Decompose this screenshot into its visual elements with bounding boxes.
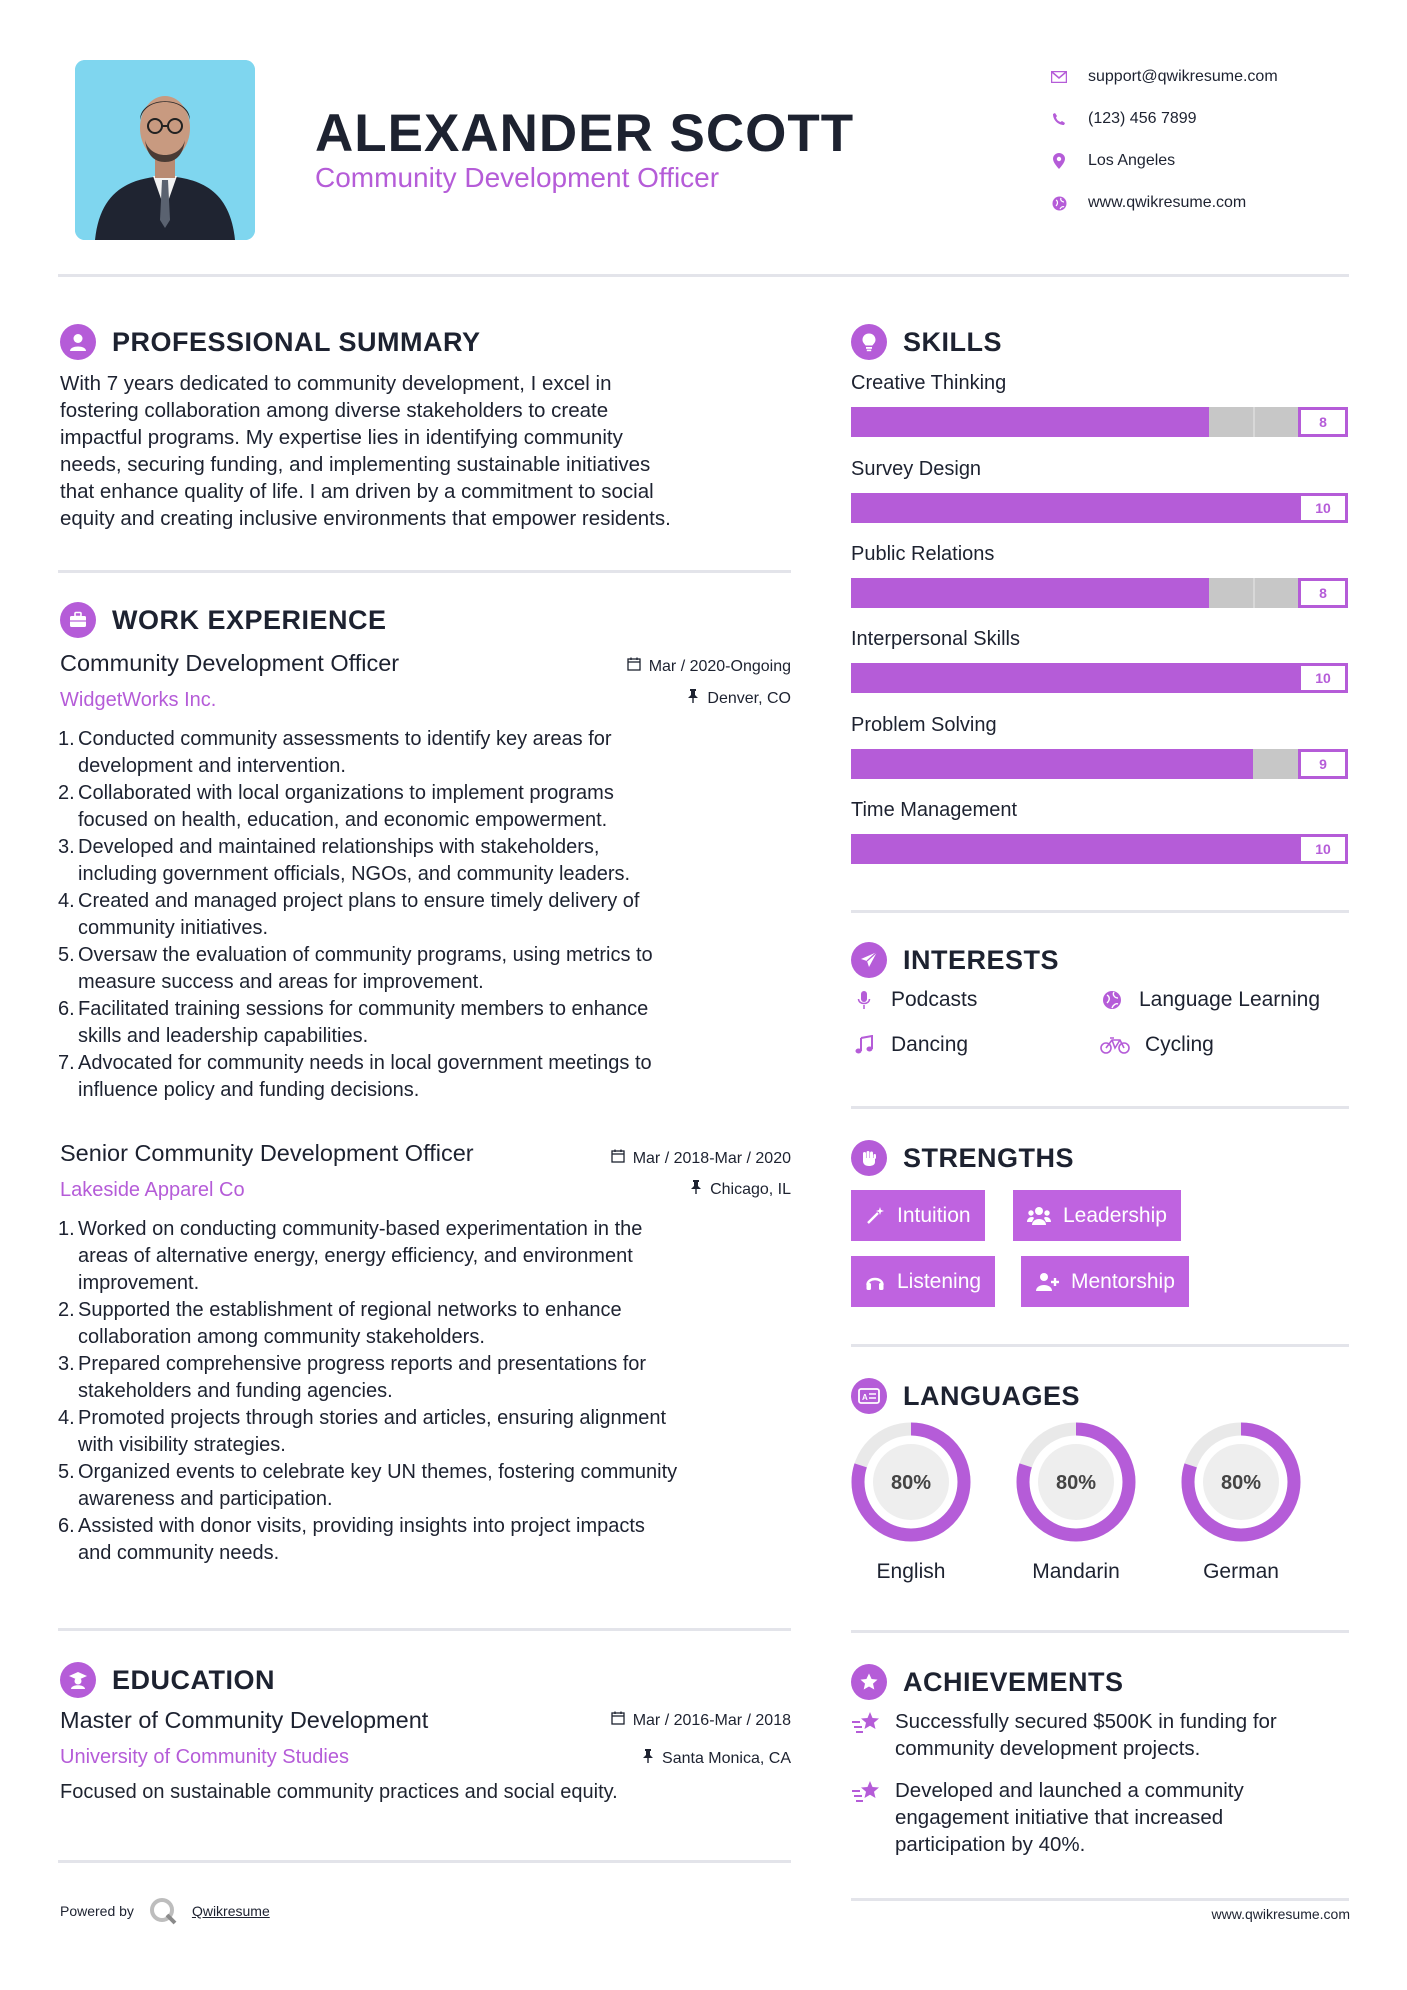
achievement-item (851, 1777, 1351, 1858)
interests-title: INTERESTS (903, 944, 1060, 975)
education-dates-text: Mar / 2016-Mar / 2018 (632, 1711, 791, 1729)
list-item: 4. Promoted projects through stories and articles, ensuring alignment with visibility strategies. (58, 1407, 667, 1456)
skill-item (851, 799, 1348, 869)
users-icon (1027, 1206, 1051, 1226)
education-location-text: Santa Monica, CA (662, 1749, 791, 1767)
globe-icon (1099, 990, 1125, 1010)
skills-heading (851, 324, 1002, 360)
education-heading (60, 1662, 275, 1698)
interest-label: Podcasts (891, 988, 978, 1011)
briefcase-icon (60, 602, 96, 638)
shooting-star-icon (851, 1777, 883, 1858)
strength-tag (1021, 1256, 1189, 1307)
job-title: Senior Community Development Officer (60, 1140, 474, 1166)
paper-plane-icon (851, 942, 887, 978)
skill-score: 10 (1298, 834, 1348, 864)
skill-bar-fill (851, 407, 1209, 437)
section-divider (58, 1860, 791, 1863)
profile-photo (75, 60, 255, 240)
contact-website-text: www.qwikresume.com (1088, 194, 1247, 211)
contact-email-text: support@qwikresume.com (1088, 68, 1278, 85)
interest-item (851, 988, 977, 1012)
contact-list (1050, 56, 1370, 224)
job-title: Community Development Officer (60, 650, 400, 676)
job-dates-text: Mar / 2018-Mar / 2020 (632, 1149, 791, 1167)
education-entry (60, 1707, 791, 1806)
skill-bar (851, 749, 1348, 779)
list-item: 1. Worked on conducting community-based experimentation in the areas of alternative energy, energy efficiency, and environment improvement. (58, 1218, 643, 1294)
strength-tag (851, 1256, 995, 1307)
skill-bar (851, 834, 1348, 864)
contact-location-text: Los Angeles (1088, 152, 1176, 169)
language-card-icon (851, 1378, 887, 1414)
skill-item (851, 372, 1348, 442)
job-responsibilities (60, 726, 791, 1104)
skill-bar-fill (851, 834, 1348, 864)
experience-heading (60, 602, 387, 638)
education-description: Focused on sustainable community practices and social equity. (60, 1781, 618, 1803)
interest-label: Dancing (891, 1033, 969, 1056)
language-name: German (1203, 1560, 1279, 1583)
skill-score: 8 (1298, 407, 1348, 437)
skills-title: SKILLS (903, 326, 1003, 357)
list-item: 7. Advocated for community needs in local government meetings to influence policy and funding decisions. (58, 1052, 652, 1101)
section-divider (851, 1630, 1349, 1633)
user-plus-icon (1035, 1272, 1059, 1292)
skill-bar-fill (851, 663, 1348, 693)
skill-name: Time Management (851, 799, 1017, 821)
summary-title: PROFESSIONAL SUMMARY (112, 326, 481, 357)
music-note-icon (851, 1035, 877, 1055)
skill-bar-fill (851, 493, 1348, 523)
pushpin-icon (687, 689, 699, 708)
skill-name: Problem Solving (851, 714, 997, 736)
section-divider (58, 570, 791, 573)
language-name: English (876, 1560, 946, 1583)
candidate-title: Community Development Officer (315, 162, 720, 193)
section-divider (851, 910, 1349, 913)
bicycle-icon (1099, 1036, 1131, 1054)
interest-label: Language Learning (1139, 988, 1321, 1011)
qwikresume-link[interactable]: Qwikresume (191, 1903, 270, 1919)
strength-tag (851, 1190, 985, 1241)
summary-line: needs, securing funding, and implementing sustainable initiatives (60, 453, 651, 476)
education-title: EDUCATION (112, 1664, 275, 1695)
list-item: 1. Conducted community assessments to identify key areas for development and intervention. (58, 728, 612, 777)
list-item: 2. Supported the establishment of regional networks to enhance collaboration among community stakeholders. (58, 1299, 622, 1348)
summary-line: that enhance quality of life. I am driven by a commitment to social (60, 480, 654, 503)
skill-segment (1253, 578, 1255, 608)
achievement-text: Developed and launched a community engagement initiative that increased participation by 40%. (895, 1779, 1244, 1856)
strengths-heading (851, 1140, 1074, 1176)
interest-label: Cycling (1145, 1033, 1214, 1056)
achievement-item (851, 1708, 1351, 1762)
person-portrait-icon (75, 60, 255, 240)
language-percent: 80% (890, 1472, 932, 1494)
magic-wand-icon (865, 1206, 885, 1226)
education-location (642, 1749, 791, 1768)
svg-text:A: A (862, 1393, 868, 1402)
interest-item (1099, 1033, 1214, 1057)
job-dates (627, 657, 791, 676)
phone-icon (1050, 110, 1068, 128)
contact-phone[interactable] (1050, 98, 1370, 140)
language-percent: 80% (1055, 1472, 1097, 1494)
list-item: 3. Prepared comprehensive progress reports and presentations for stakeholders and funding agencies. (58, 1353, 647, 1402)
headphones-icon (865, 1272, 885, 1292)
job-company: Lakeside Apparel Co (60, 1179, 245, 1201)
language-name: Mandarin (1032, 1560, 1120, 1583)
skill-score: 10 (1298, 493, 1348, 523)
skill-name: Creative Thinking (851, 372, 1007, 394)
job-entry (60, 650, 791, 1104)
language-donut (1179, 1420, 1303, 1544)
strengths-title: STRENGTHS (903, 1142, 1075, 1173)
list-item: 5. Organized events to celebrate key UN themes, fostering community awareness and participation. (58, 1461, 678, 1510)
list-item: 3. Developed and maintained relationships with stakeholders, including government officials, NGOs, and community leaders. (58, 836, 631, 885)
section-divider (58, 1628, 791, 1631)
user-icon (60, 324, 96, 360)
skill-name: Survey Design (851, 458, 982, 480)
summary-text (60, 370, 800, 532)
skill-bar (851, 663, 1348, 693)
list-item: 6. Facilitated training sessions for community members to enhance skills and leadership capabilities. (58, 998, 649, 1047)
skill-score: 9 (1298, 749, 1348, 779)
skill-item (851, 714, 1348, 784)
job-location-text: Denver, CO (707, 689, 791, 707)
summary-line: equity and creating inclusive environments that empower residents. (60, 507, 671, 530)
strength-tag (1013, 1190, 1181, 1241)
candidate-name: ALEXANDER SCOTT (315, 104, 855, 163)
language-item (1171, 1420, 1311, 1584)
list-item: 4. Created and managed project plans to ensure timely delivery of community initiatives. (58, 890, 640, 939)
language-item (1006, 1420, 1146, 1584)
languages-title: LANGUAGES (903, 1380, 1081, 1411)
footer-website[interactable]: www.qwikresume.com (1211, 1906, 1350, 1922)
language-donut (1014, 1420, 1138, 1544)
list-item: 2. Collaborated with local organizations to implement programs focused on health, education, and economic empowerment. (58, 782, 614, 831)
achievements-heading (851, 1664, 1124, 1700)
globe-icon (1050, 194, 1068, 212)
job-responsibilities (60, 1216, 791, 1567)
skill-item (851, 628, 1348, 698)
mail-icon (1050, 68, 1068, 86)
interest-item (1099, 988, 1320, 1012)
skill-score: 10 (1298, 663, 1348, 693)
section-divider (851, 1344, 1349, 1347)
achievements-title: ACHIEVEMENTS (903, 1666, 1124, 1697)
language-item (841, 1420, 981, 1584)
skill-bar (851, 493, 1348, 523)
job-location (687, 689, 791, 708)
section-divider (851, 1106, 1349, 1109)
job-entry (60, 1140, 791, 1567)
language-donut (849, 1420, 973, 1544)
skill-bar (851, 407, 1348, 437)
skill-name: Public Relations (851, 543, 995, 565)
skill-name: Interpersonal Skills (851, 628, 1020, 650)
star-icon (851, 1664, 887, 1700)
interests-heading (851, 942, 1059, 978)
skill-segment (1253, 407, 1255, 437)
microphone-icon (851, 990, 877, 1010)
language-percent: 80% (1220, 1472, 1262, 1494)
skill-bar-fill (851, 578, 1209, 608)
contact-phone-text: (123) 456 7899 (1088, 110, 1197, 127)
school-name: University of Community Studies (60, 1746, 349, 1768)
shooting-star-icon (851, 1708, 883, 1762)
strength-label: Intuition (897, 1203, 971, 1227)
lightbulb-icon (851, 324, 887, 360)
section-divider (851, 1898, 1349, 1901)
strength-label: Leadership (1063, 1203, 1167, 1227)
skill-bar-fill (851, 749, 1253, 779)
powered-by-label: Powered by (60, 1903, 134, 1919)
strength-label: Mentorship (1071, 1269, 1175, 1293)
summary-line: impactful programs. My expertise lies in identifying community (60, 426, 623, 449)
contact-location (1050, 140, 1370, 182)
experience-title: WORK EXPERIENCE (112, 604, 387, 635)
list-item: 5. Oversaw the evaluation of community programs, using metrics to measure success and areas for improvement. (58, 944, 653, 993)
education-dates (611, 1711, 791, 1730)
skill-item (851, 543, 1348, 613)
contact-email[interactable] (1050, 56, 1370, 98)
graduate-icon (60, 1662, 96, 1698)
calendar-icon (611, 1149, 625, 1168)
skill-score: 8 (1298, 578, 1348, 608)
job-dates-text: Mar / 2020-Ongoing (648, 657, 791, 675)
footer-powered-by (60, 1896, 270, 1926)
job-dates (611, 1149, 791, 1168)
contact-website[interactable] (1050, 182, 1370, 224)
strength-label: Listening (897, 1269, 982, 1293)
degree-title: Master of Community Development (60, 1707, 429, 1733)
calendar-icon (611, 1711, 625, 1730)
summary-line: With 7 years dedicated to community development, I excel in (60, 372, 612, 395)
pushpin-icon (642, 1749, 654, 1768)
qwikresume-logo-icon (148, 1896, 178, 1926)
interest-item (851, 1033, 968, 1057)
pushpin-icon (690, 1180, 702, 1199)
skill-bar (851, 578, 1348, 608)
calendar-icon (627, 657, 641, 676)
location-pin-icon (1050, 152, 1068, 170)
header-divider (58, 274, 1349, 277)
summary-heading (60, 324, 481, 360)
list-item: 6. Assisted with donor visits, providing insights into project impacts and community needs. (58, 1515, 645, 1564)
fist-icon (851, 1140, 887, 1176)
languages-heading (851, 1378, 1080, 1414)
achievement-text: Successfully secured $500K in funding for community development projects. (895, 1710, 1277, 1760)
summary-line: fostering collaboration among diverse stakeholders to create (60, 399, 609, 422)
job-company: WidgetWorks Inc. (60, 689, 217, 711)
job-location-text: Chicago, IL (710, 1180, 791, 1198)
job-location (690, 1180, 791, 1199)
skill-item (851, 458, 1348, 528)
